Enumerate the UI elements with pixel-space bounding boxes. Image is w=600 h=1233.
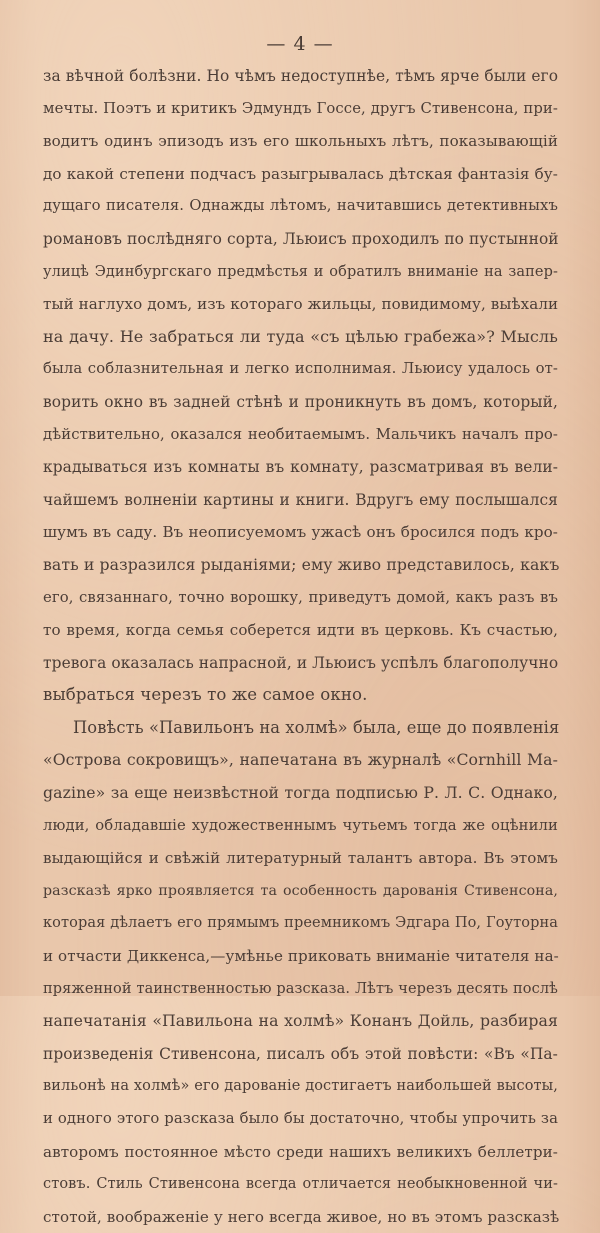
body-text <box>43 60 558 1233</box>
text-line: водитъ одинъ эпизодъ изъ его школьныхъ лѣтъ, показывающій <box>43 132 558 151</box>
text-line: авторомъ постоянное мѣсто среди нашихъ великихъ беллетри- <box>43 1142 558 1161</box>
text-line: и одного этого разсказа было бы достаточно, чтобы упрочить за <box>43 1110 558 1127</box>
text-line: выдающійся и свѣжій литературный талантъ автора. Въ этомъ <box>43 849 558 868</box>
paragraph-start-line: Повѣсть «Павильонъ на холмѣ» была, еще до появленія <box>73 717 560 737</box>
text-line: разсказѣ ярко проявляется та особенность дарованія Стивенсона, <box>43 882 558 899</box>
text-line: gazine» за еще неизвѣстной тогда подписью Р. Л. С. Однако, <box>43 783 558 803</box>
text-line: произведенія Стивенсона, писалъ объ этой повѣсти: «Въ «Па- <box>43 1044 558 1063</box>
text-line: которая дѣлаетъ его прямымъ преемникомъ Эдгара По, Гоуторна <box>43 915 558 932</box>
text-line: «Острова сокровищъ», напечатана въ журналѣ «Cornhill Ma- <box>43 750 558 770</box>
text-line: то время, когда семья соберется идти въ церковь. Къ счастью, <box>43 621 558 640</box>
text-line: улицѣ Эдинбургскаго предмѣстья и обратилъ вниманіе на запер- <box>43 263 558 280</box>
text-line: вать и разразился рыданіями; ему живо представилось, какъ <box>43 554 560 574</box>
text-line: шумъ въ саду. Въ неописуемомъ ужасѣ онъ бросился подъ кро- <box>43 523 558 542</box>
text-line: за вѣчной болѣзни. Но чѣмъ недоступнѣе, тѣмъ ярче были его <box>43 67 559 85</box>
text-line: стовъ. Стиль Стивенсона всегда отличается необыкновенной чи- <box>43 1176 558 1193</box>
text-line: дущаго писателя. Однажды лѣтомъ, начитавшись детективныхъ <box>43 197 558 215</box>
text-line: вильонѣ на холмѣ» его дарованіе достигаетъ наибольшей высоты, <box>43 1078 558 1095</box>
text-line: напечатанія «Павильона на холмѣ» Конанъ Дойль, разбирая <box>43 1011 558 1031</box>
text-line: мечты. Поэтъ и критикъ Эдмундъ Госсе, другъ Стивенсона, при- <box>43 99 558 117</box>
text-line: чайшемъ волненіи картины и книги. Вдругъ ему послышался <box>43 490 558 509</box>
text-line: романовъ послѣдняго сорта, Льюисъ проходилъ по пустынной <box>43 229 559 248</box>
text-line: была соблазнительная и легко исполнимая. Льюису удалось от- <box>43 360 558 378</box>
text-line: его, связаннаго, точно ворошку, приведутъ домой, какъ разъ въ <box>43 588 558 606</box>
text-line: стотой, воображеніе у него всегда живое, но въ этомъ разсказѣ <box>43 1207 560 1226</box>
text-line: люди, обладавшіе художественнымъ чутьемъ тогда же оцѣнили <box>43 816 558 834</box>
text-line: тревога оказалась напрасной, и Льюисъ успѣлъ благополучно <box>43 653 559 672</box>
text-line: тый наглухо домъ, изъ котораго жильцы, повидимому, выѣхали <box>43 295 559 314</box>
text-line: пряженной таинственностью разсказа. Лѣтъ черезъ десять послѣ <box>43 980 558 997</box>
text-line: дѣйствительно, оказался необитаемымъ. Мальчикъ началъ про- <box>43 425 558 443</box>
paragraph-end-line: выбраться черезъ то же самое окно. <box>43 685 368 705</box>
text-line: крадываться изъ комнаты въ комнату, разсматривая въ вели- <box>43 458 558 477</box>
page-number: — 4 — <box>266 33 334 55</box>
text-line: и отчасти Диккенса,—умѣнье приковать вниманіе читателя на- <box>43 947 559 966</box>
text-line: до какой степени подчасъ разыгрывалась дѣтская фантазія бу- <box>43 164 558 183</box>
text-line: на дачу. Не забраться ли туда «съ цѣлью грабежа»? Мысль <box>43 326 558 346</box>
text-line: ворить окно въ задней стѣнѣ и проникнуть въ домъ, который, <box>43 392 558 411</box>
